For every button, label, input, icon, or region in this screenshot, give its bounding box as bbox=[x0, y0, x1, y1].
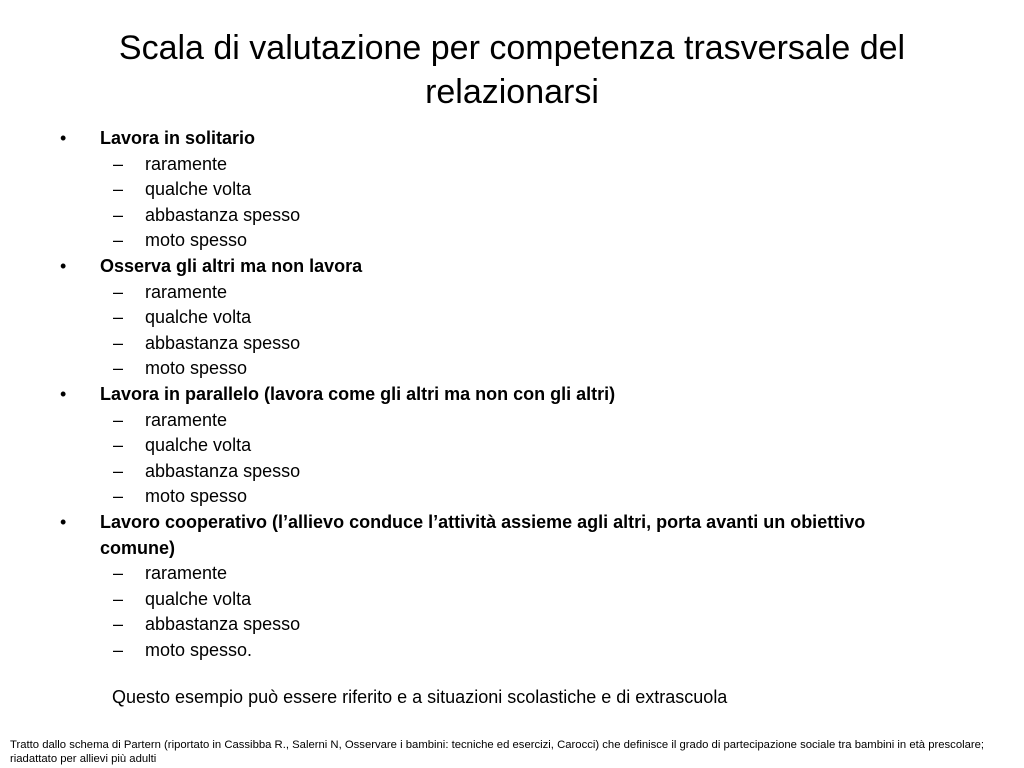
dash-icon: – bbox=[113, 179, 124, 200]
dash-icon: – bbox=[113, 435, 124, 456]
frequency-label: raramente bbox=[145, 563, 228, 584]
dash-icon: – bbox=[113, 614, 124, 635]
frequency-option bbox=[0, 356, 1024, 382]
behavior-heading bbox=[0, 254, 1024, 280]
dash-icon: – bbox=[113, 460, 124, 481]
frequency-label: abbastanza spesso bbox=[145, 332, 301, 353]
frequency-label: raramente bbox=[145, 281, 228, 302]
frequency-label: qualche volta bbox=[145, 588, 252, 609]
behavior-label: Lavora in solitario bbox=[100, 128, 256, 148]
dash-icon: – bbox=[113, 230, 124, 251]
dash-icon: – bbox=[113, 153, 124, 174]
frequency-option bbox=[0, 459, 1024, 485]
dash-icon: – bbox=[113, 358, 124, 379]
dash-icon: – bbox=[113, 639, 124, 660]
dash-icon: – bbox=[113, 486, 124, 507]
frequency-option bbox=[0, 484, 1024, 510]
behavior-label: Lavora in parallelo (lavora come gli altri ma non con gli altri) bbox=[100, 383, 616, 404]
bullet-icon: • bbox=[60, 255, 67, 276]
behavior-item-osserva bbox=[0, 254, 1024, 382]
behavior-label: Osserva gli altri ma non lavora bbox=[100, 255, 363, 276]
source-footnote: Tratto dallo schema di Partern (riportato in Cassibba R., Salerni N, Osservare i bambini: tecniche ed esercizi, Carocci) che definisce il grado di partecipazione sociale tra bambini in età prescolare; riadattato per allievi più adulti bbox=[10, 739, 985, 765]
frequency-option bbox=[0, 561, 1024, 587]
behavior-heading bbox=[0, 126, 1024, 152]
frequency-list bbox=[0, 408, 1024, 510]
frequency-option bbox=[0, 177, 1024, 203]
frequency-option bbox=[0, 408, 1024, 434]
frequency-label: qualche volta bbox=[145, 307, 252, 328]
bullet-icon: • bbox=[60, 383, 67, 404]
frequency-list bbox=[0, 561, 1024, 663]
frequency-label: abbastanza spesso bbox=[145, 614, 301, 635]
frequency-option bbox=[0, 203, 1024, 229]
bullet-icon: • bbox=[60, 128, 67, 148]
frequency-option bbox=[0, 331, 1024, 357]
frequency-option bbox=[0, 638, 1024, 664]
dash-icon: – bbox=[113, 204, 124, 225]
frequency-list bbox=[0, 152, 1024, 254]
behavior-item-cooperativo bbox=[0, 510, 1024, 664]
frequency-label: moto spesso bbox=[145, 230, 248, 251]
dash-icon: – bbox=[113, 588, 124, 609]
dash-icon: – bbox=[113, 332, 124, 353]
dash-icon: – bbox=[113, 409, 124, 430]
behavior-list bbox=[0, 126, 1024, 663]
frequency-label: qualche volta bbox=[145, 179, 252, 200]
behavior-heading bbox=[0, 510, 1024, 561]
frequency-label: raramente bbox=[145, 409, 228, 430]
frequency-option bbox=[0, 152, 1024, 178]
frequency-label: moto spesso bbox=[145, 358, 248, 379]
frequency-label: moto spesso. bbox=[145, 639, 253, 660]
closing-note: Questo esempio può essere riferito e a situazioni scolastiche e di extrascuola bbox=[112, 687, 728, 707]
frequency-option bbox=[0, 587, 1024, 613]
dash-icon: – bbox=[113, 281, 124, 302]
frequency-label: moto spesso bbox=[145, 486, 248, 507]
dash-icon: – bbox=[113, 563, 124, 584]
bullet-icon: • bbox=[60, 511, 67, 532]
behavior-label: Lavoro cooperativo (l’allievo conduce l’attività assieme agli altri, porta avanti un obiettivo comune) bbox=[100, 511, 866, 558]
behavior-item-parallelo bbox=[0, 382, 1024, 510]
frequency-label: qualche volta bbox=[145, 435, 252, 456]
slide-title: Scala di valutazione per competenza trasversale del relazionarsi bbox=[118, 29, 906, 111]
frequency-label: raramente bbox=[145, 153, 228, 174]
frequency-option bbox=[0, 228, 1024, 254]
frequency-option bbox=[0, 305, 1024, 331]
frequency-list bbox=[0, 280, 1024, 382]
behavior-heading bbox=[0, 382, 1024, 408]
frequency-option bbox=[0, 280, 1024, 306]
behavior-item-solitario bbox=[0, 126, 1024, 254]
frequency-option bbox=[0, 433, 1024, 459]
frequency-label: abbastanza spesso bbox=[145, 460, 301, 481]
frequency-option bbox=[0, 612, 1024, 638]
dash-icon: – bbox=[113, 307, 124, 328]
frequency-label: abbastanza spesso bbox=[145, 204, 301, 225]
